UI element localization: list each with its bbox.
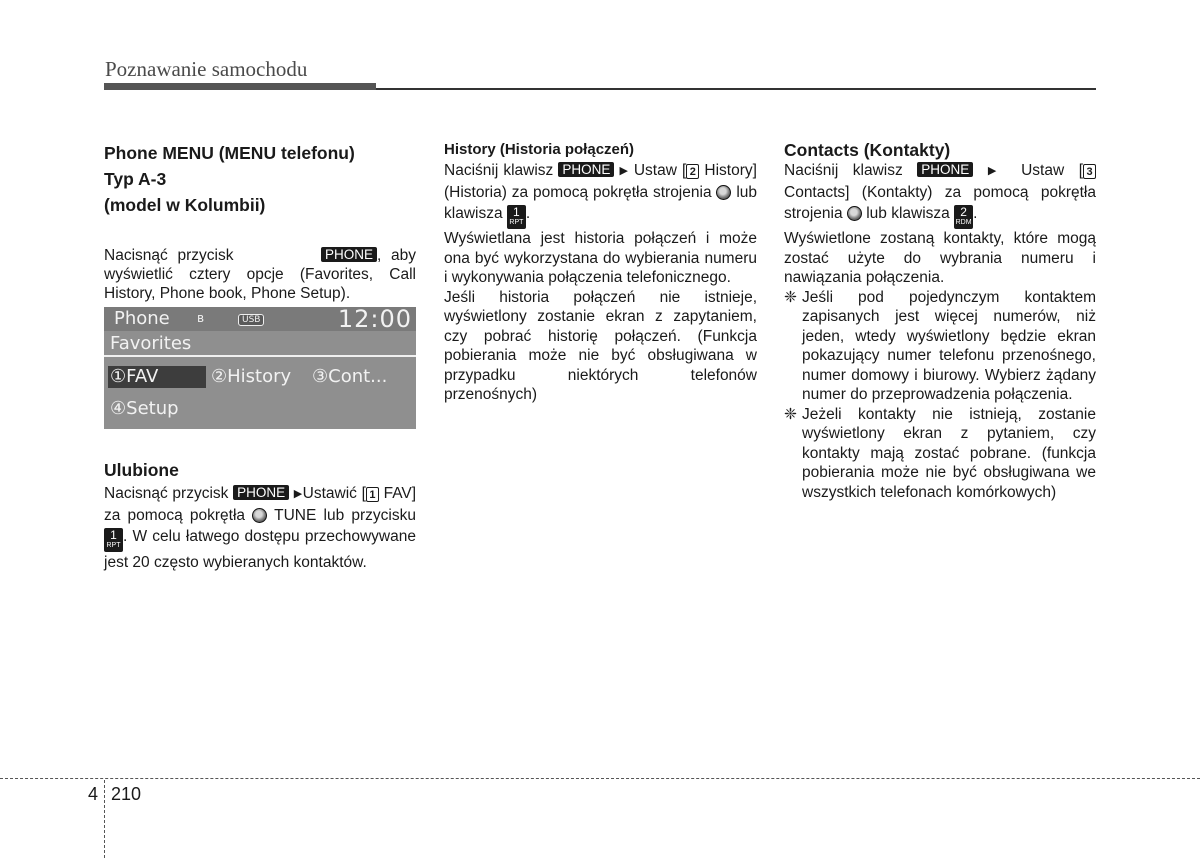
number-3-icon: 3 <box>1083 164 1096 179</box>
header-rule <box>104 83 376 90</box>
page-number: 210 <box>111 784 142 804</box>
note-mark-icon: ❈ <box>784 288 797 306</box>
display-option-setup: ④Setup <box>110 398 179 419</box>
display-option-contacts: ③Cont... <box>312 366 388 387</box>
display-title: Phone <box>114 308 170 329</box>
tune-knob-icon <box>252 508 267 523</box>
display-divider <box>104 355 416 357</box>
contacts-heading: Contacts (Kontakty) <box>784 140 951 160</box>
display-clock: 12:00 <box>337 305 412 333</box>
history-paragraph-3: Jeśli historia połączeń nie istnieje, wyświetlony zostanie ekran z zapytaniem, czy pobrać historię połączeń. (Funkcja pobierania może nie być obsługiwana w przypadku niektórych telefonów przenośnych) <box>444 288 757 403</box>
display-menu-title: Favorites <box>110 333 192 354</box>
display-option-fav: ①FAV <box>108 366 206 388</box>
header-rule-thin <box>376 88 1096 90</box>
section-subheading: (model w Kolumbii) <box>104 195 266 215</box>
history-heading: History (Historia połączeń) <box>444 141 635 158</box>
ulubione-section <box>104 457 416 573</box>
phone-key: PHONE <box>558 162 614 177</box>
tune-knob-icon <box>847 206 862 221</box>
footer-vertical-divider <box>104 780 105 858</box>
rpt-key-icon: 1 RPT <box>507 205 526 229</box>
usb-icon: USB <box>238 314 264 326</box>
phone-key: PHONE <box>233 485 289 500</box>
note-2: ❈ Jeżeli kontakty nie istnieją, zostanie wyświetlony ekran z pytaniem, czy kontakty mają zostać pobrane. (funkcja pobierania może nie być obsługiwana we wszystkich telefonach komórkowych) <box>784 405 1096 501</box>
arrow-right-icon: ▶ <box>619 165 629 177</box>
chapter-number: 4 <box>88 784 99 804</box>
rpt-key-icon: 1 RPT <box>104 528 123 552</box>
intro-paragraph: Nacisnąć przycisk PHONE , aby wyświetlić cztery opcje (Favorites, Call History, Phone book, Phone Setup). <box>104 247 417 302</box>
column-3 <box>784 140 1096 502</box>
radio-display <box>104 307 416 429</box>
contacts-paragraph-1: Naciśnij klawisz PHONE ▶ Ustaw [ 3 Contacts] (Kontakty) za pomocą pokrętła strojenia lub klawisza 2 RDM . <box>784 160 1096 229</box>
ulubione-paragraph: Nacisnąć przycisk PHONE ▶Ustawić [ 1 FAV] za pomocą pokrętła TUNE lub przycisku 1 RPT . W celu łatwego dostępu przechowywane jest 20 często wybieranych kontaktów. <box>104 485 417 571</box>
section-subheading: Typ A-3 <box>104 169 167 189</box>
note-1: ❈ Jeśli pod pojedynczym kontaktem zapisanych jest więcej numerów, niż jeden, wtedy wyświetlony będzie ekran pokazujący numer telefonu przenośnego, numer domowy i biurowy. Wybierz żądany numer do przeprowadzenia połączenia. <box>784 288 1096 403</box>
phone-key: PHONE <box>917 162 973 177</box>
history-paragraph-1: Naciśnij klawisz PHONE ▶ Ustaw [ 2 History] (Historia) za pomocą pokrętła strojenia lub klawisza 1 RPT . <box>444 160 757 229</box>
display-option-history: ②History <box>211 366 292 387</box>
note-mark-icon: ❈ <box>784 405 797 423</box>
section-heading: Phone MENU (MENU telefonu) <box>104 143 355 163</box>
phone-key: PHONE <box>321 247 377 262</box>
footer-divider <box>0 778 1200 779</box>
bluetooth-icon: ʙ <box>197 311 204 325</box>
header-title: Poznawanie samochodu <box>105 57 308 81</box>
ulubione-heading: Ulubione <box>104 460 179 480</box>
number-2-icon: 2 <box>686 164 699 179</box>
history-paragraph-2: Wyświetlana jest historia połączeń i może ona być wykorzystana do wybierania numeru i wykonywania połączenia telefonicznego. <box>444 230 757 286</box>
arrow-right-icon: ▶ <box>987 165 1007 177</box>
column-1 <box>104 140 416 303</box>
rdm-key-icon: 2 RDM <box>954 205 973 229</box>
tune-knob-icon <box>716 185 731 200</box>
number-1-icon: 1 <box>366 487 379 502</box>
contacts-paragraph-2: Wyświetlone zostaną kontakty, które mogą zostać użyte do wybrania numeru i nawiązania połączenia. <box>784 230 1096 286</box>
column-2 <box>444 140 757 405</box>
arrow-right-icon: ▶ <box>293 488 303 500</box>
